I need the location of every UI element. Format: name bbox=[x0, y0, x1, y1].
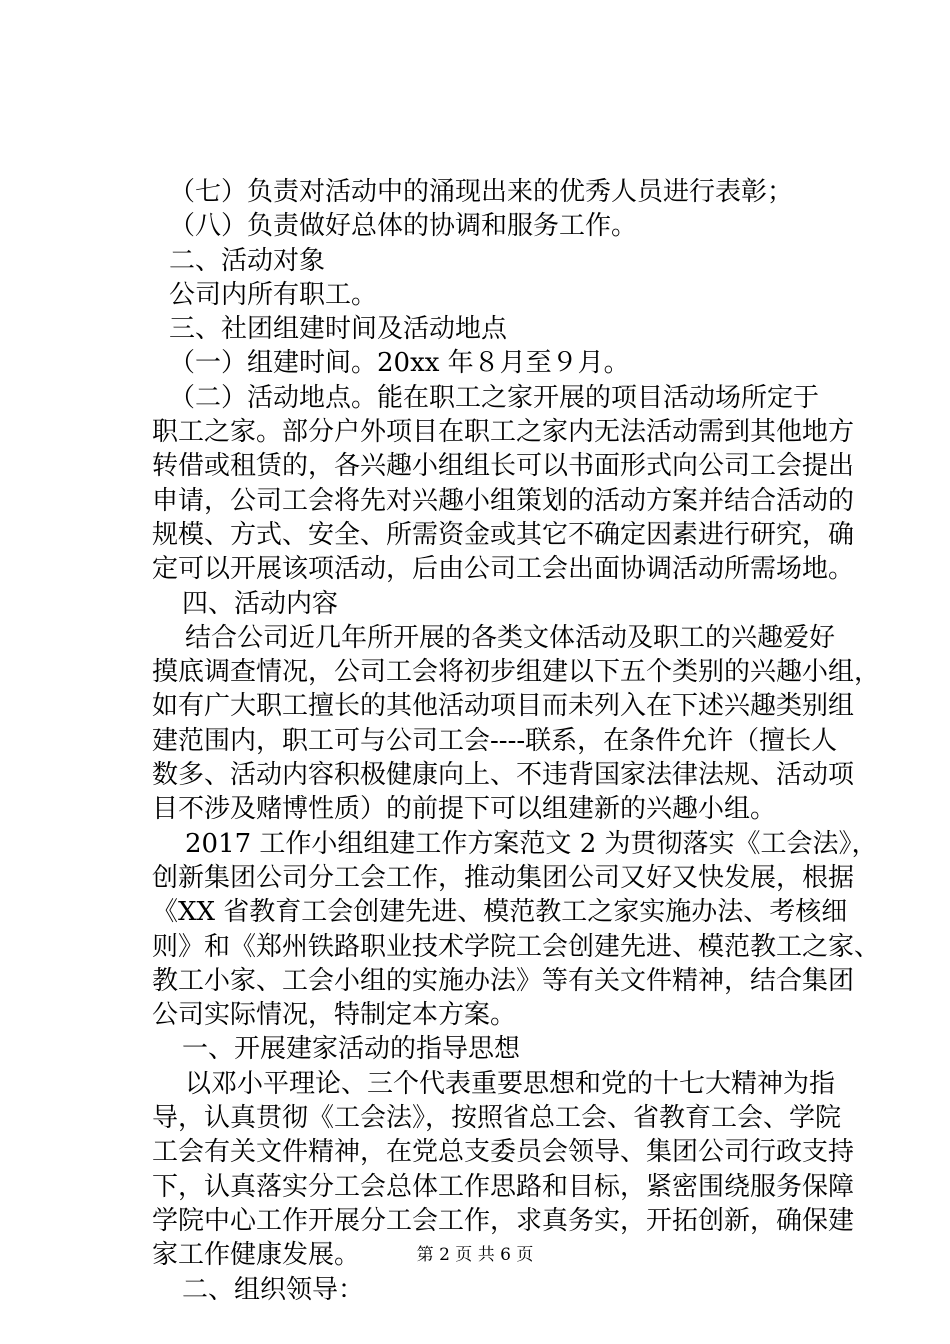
document-body bbox=[152, 175, 881, 1307]
text-line: 工会有关文件精神，在党总支委员会领导、集团公司行政支持 bbox=[152, 1137, 855, 1168]
text-line: （一）组建时间。20xx 年８月至９月。 bbox=[169, 348, 630, 379]
section-heading: 一、开展建家活动的指导思想 bbox=[182, 1034, 521, 1065]
text-line: 创新集团公司分工会工作，推动集团公司又好又快发展，根据 bbox=[152, 862, 855, 893]
text-line: 目不涉及赌博性质）的前提下可以组建新的兴趣小组。 bbox=[152, 794, 777, 825]
text-line: 家工作健康发展。 bbox=[152, 1240, 361, 1271]
text-line: 申请，公司工会将先对兴趣小组策划的活动方案并结合活动的 bbox=[152, 485, 855, 516]
section-heading: 二、组织领导： bbox=[182, 1274, 365, 1305]
text-line: 定可以开展该项活动，后由公司工会出面协调活动所需场地。 bbox=[152, 554, 855, 585]
text-line: 职工之家。部分户外项目在职工之家内无法活动需到其他地方 bbox=[152, 417, 855, 448]
text-line: 教工小家、工会小组的实施办法》等有关文件精神，结合集团 bbox=[152, 965, 855, 996]
text-line: 公司实际情况，特制定本方案。 bbox=[152, 1000, 517, 1031]
text-line: 结合公司近几年所开展的各类文体活动及职工的兴趣爱好 bbox=[185, 622, 836, 653]
text-line: （八）负责做好总体的协调和服务工作。 bbox=[169, 211, 638, 242]
text-line: 导，认真贯彻《工会法》，按照省总工会、省教育工会、学院 bbox=[152, 1103, 842, 1134]
page-footer: 第 2 页 共 6 页 bbox=[416, 1245, 534, 1265]
text-line: 如有广大职工擅长的其他活动项目而未列入在下述兴趣类别组 bbox=[152, 691, 855, 722]
text-line: 学院中心工作开展分工会工作，求真务实，开拓创新，确保建 bbox=[152, 1205, 855, 1236]
section-heading: 二、活动对象 bbox=[169, 245, 326, 276]
text-line: （七）负责对活动中的涌现出来的优秀人员进行表彰； bbox=[169, 177, 794, 207]
section-heading: 三、社团组建时间及活动地点 bbox=[169, 314, 508, 345]
text-line: 《XX 省教育工会创建先进、模范教工之家实施办法、考核细 bbox=[152, 897, 848, 928]
text-line: 规模、方式、安全、所需资金或其它不确定因素进行研究，确 bbox=[152, 519, 855, 550]
text-line: （二）活动地点。能在职工之家开展的项目活动场所定于 bbox=[169, 382, 820, 413]
text-line: 摸底调查情况，公司工会将初步组建以下五个类别的兴趣小组， bbox=[152, 657, 881, 688]
text-line: 则》和《郑州铁路职业技术学院工会创建先进、模范教工之家、 bbox=[152, 931, 881, 962]
text-line: 以邓小平理论、三个代表重要思想和党的十七大精神为指 bbox=[185, 1068, 836, 1099]
text-line: 建范围内，职工可与公司工会----联系，在条件允许（擅长人 bbox=[152, 725, 838, 756]
text-line: 公司内所有职工。 bbox=[169, 279, 378, 310]
text-line: 转借或租赁的，各兴趣小组组长可以书面形式向公司工会提出 bbox=[152, 451, 855, 482]
text-line: 数多、活动内容积极健康向上、不违背国家法律法规、活动项 bbox=[152, 760, 855, 791]
text-line: 下，认真落实分工会总体工作思路和目标，紧密围绕服务保障 bbox=[152, 1171, 855, 1202]
text-line: 2017 工作小组组建工作方案范文 2 为贯彻落实《工会法》， bbox=[185, 828, 878, 859]
section-heading: 四、活动内容 bbox=[182, 588, 339, 619]
